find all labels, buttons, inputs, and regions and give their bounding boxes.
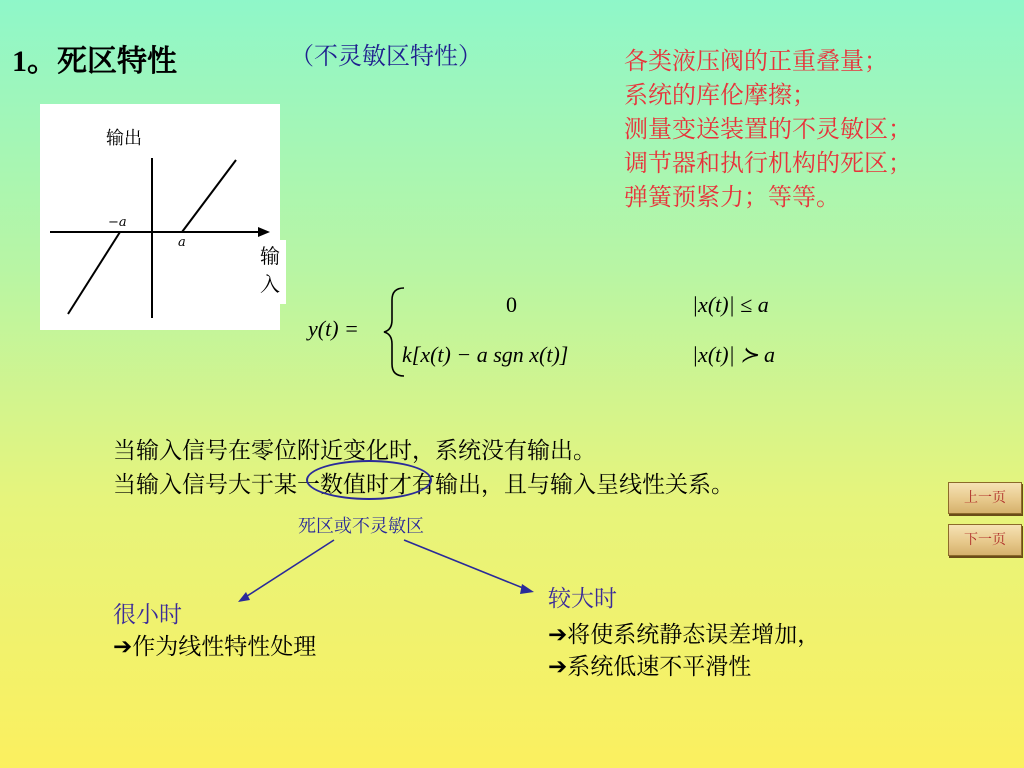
case2-value: k[x(t) − a sgn x(t)] [402, 342, 569, 367]
small-case-item: ➔作为线性特性处理 [113, 634, 317, 660]
equation-lhs: y(t) = [308, 316, 359, 341]
highlight-ellipse [306, 460, 432, 500]
pos-a-label: a [178, 235, 186, 250]
large-case-heading: 较大时 [548, 586, 617, 612]
next-page-button[interactable]: 下一页 [948, 524, 1022, 556]
large-case-item-2: ➔系统低速不平滑性 [548, 654, 752, 680]
neg-a-label: −a [108, 215, 127, 230]
small-case-heading: 很小时 [113, 602, 182, 628]
cause-item: 测量变送装置的不灵敏区； [624, 115, 912, 143]
positive-slope-line [182, 160, 236, 232]
prev-page-button[interactable]: 上一页 [948, 482, 1022, 514]
cause-item: 弹簧预紧力；等等。 [624, 183, 840, 211]
negative-slope-line [68, 232, 120, 314]
input-label: 输入 [260, 244, 280, 296]
dead-zone-annotation: 死区或不灵敏区 [298, 516, 424, 537]
x-axis-arrow [258, 227, 270, 237]
description-line-2: 当输入信号大于某一数值时才有输出，且与输入呈线性关系。 [113, 472, 734, 498]
page-title: 1。死区特性 [12, 45, 177, 78]
large-case-item-1: ➔将使系统静态误差增加， [548, 622, 821, 648]
cause-item: 系统的库伦摩擦； [624, 81, 816, 109]
cause-item: 各类液压阀的正重叠量； [624, 47, 888, 75]
dead-zone-equation [300, 280, 820, 380]
cause-item: 调节器和执行机构的死区； [624, 149, 912, 177]
equation-brace [384, 288, 404, 376]
case2-condition: |x(t)| ≻ a [692, 342, 776, 367]
page-subtitle: （不灵敏区特性） [290, 42, 482, 70]
case1-condition: |x(t)| ≤ a [692, 292, 769, 317]
output-label: 输出 [106, 128, 142, 149]
description-line-1: 当输入信号在零位附近变化时，系统没有输出。 [113, 438, 596, 464]
case1-value: 0 [506, 292, 517, 317]
